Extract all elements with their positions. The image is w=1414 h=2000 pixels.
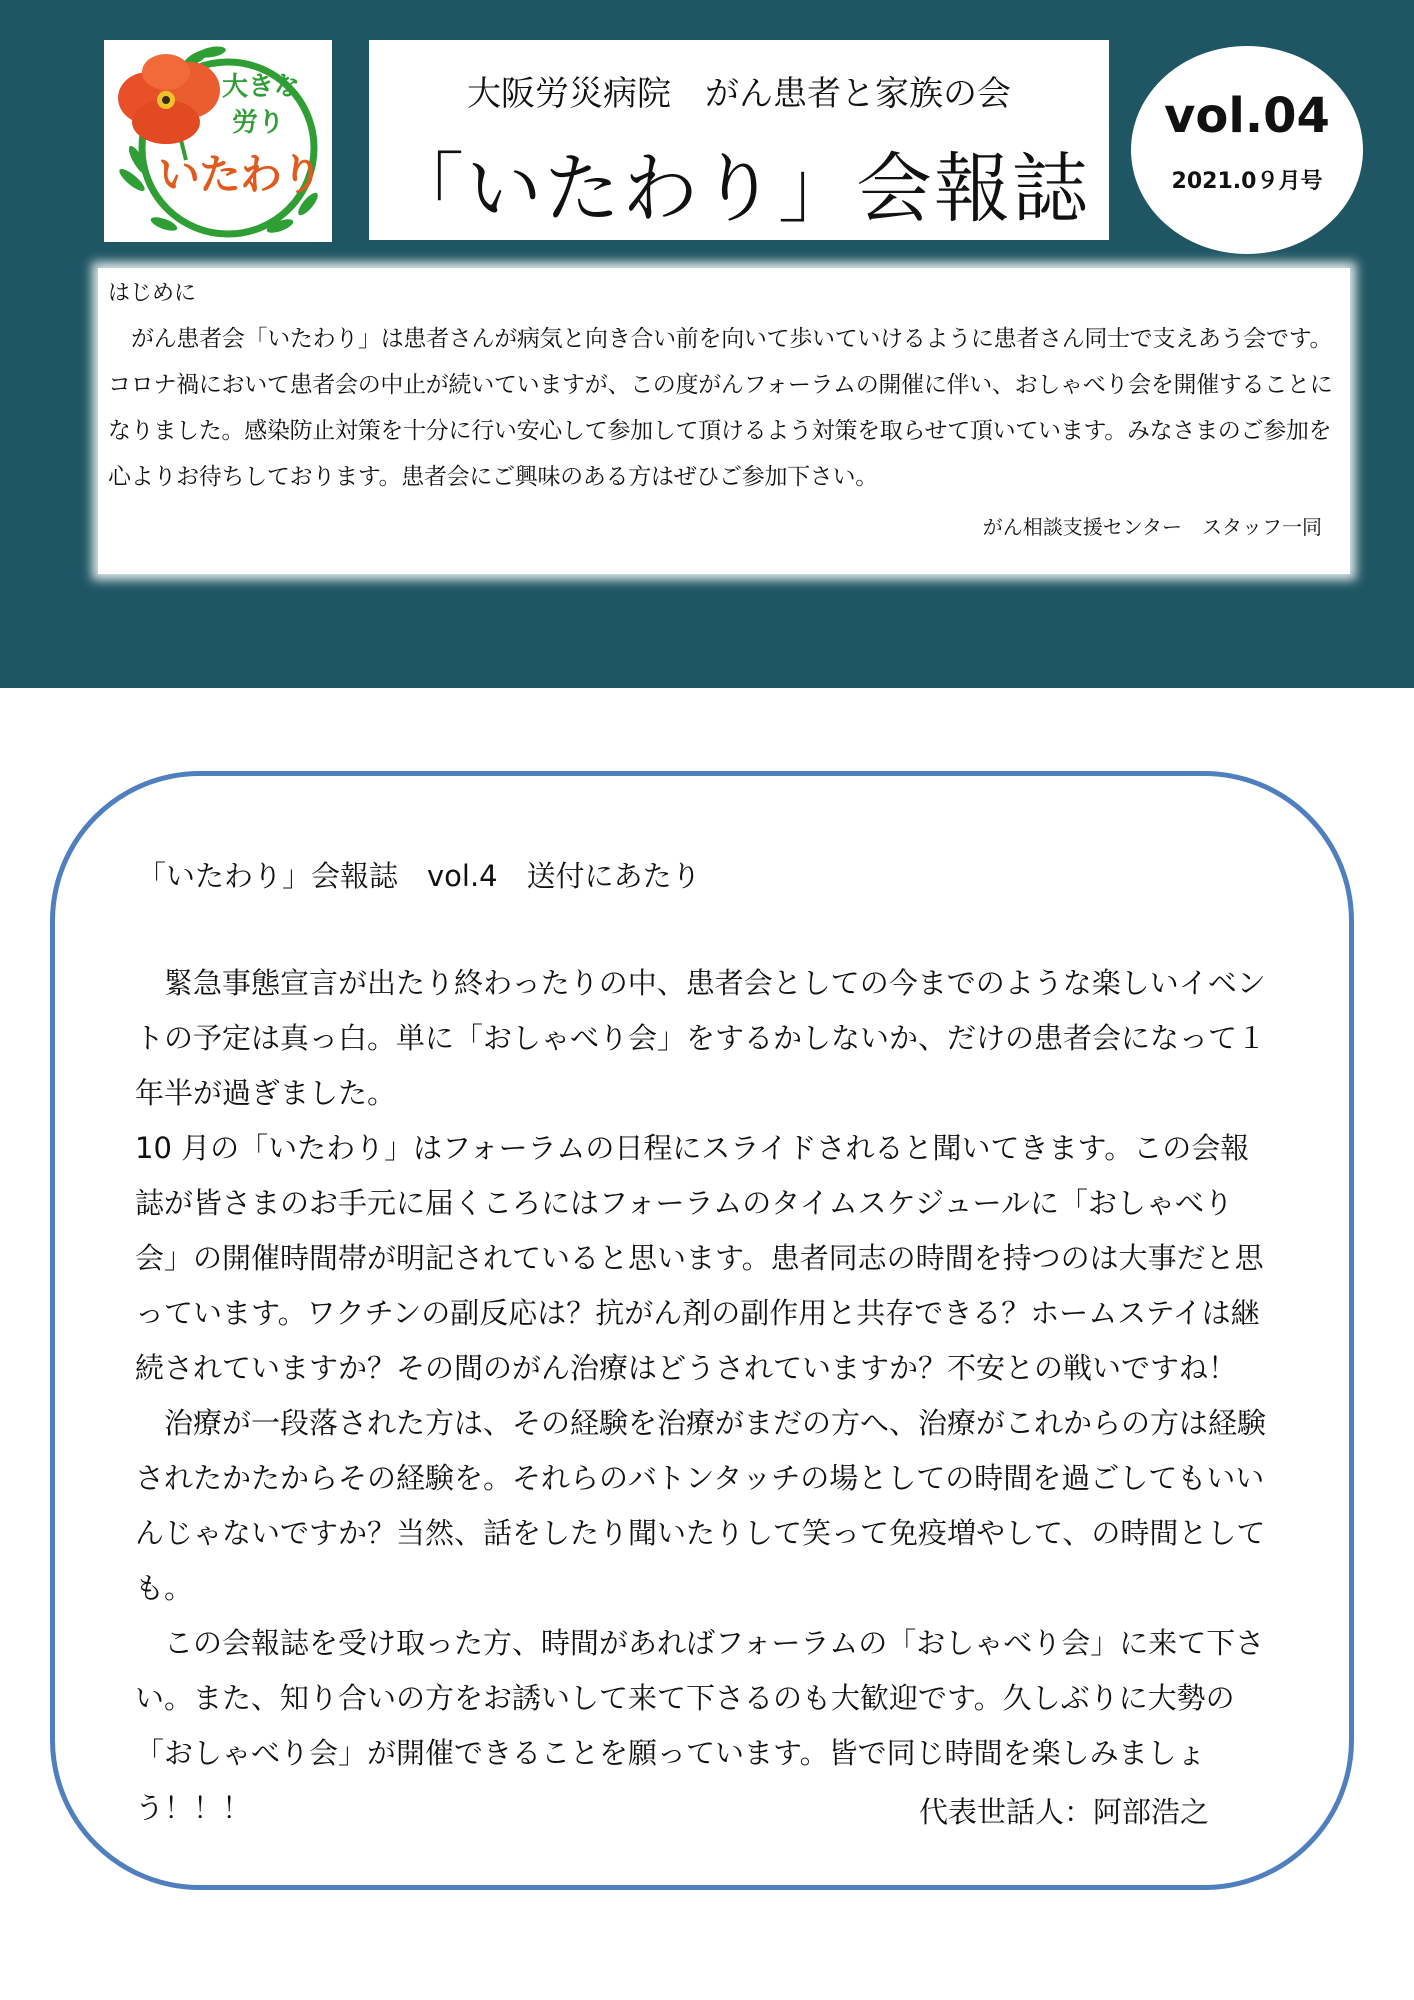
- letter-paragraph: 10 月の「いたわり」はフォーラムの日程にスライドされると聞いてきます。この会報誌が皆さまのお手元に届くころにはフォーラムのタイムスケジュールに「おしゃべり会」の開催時間帯が明記されていると思います。患者同志の時間を持つのは大事だと思っています。ワクチンの副反応は？抗がん剤の副作用と共存できる？ホームステイは継続されていますか？その間のがん治療はどうされていますか？不安との戦いですね！: [135, 1131, 1264, 1385]
- letter-box: [50, 771, 1354, 1890]
- logo-text-itawari: いたわり: [158, 150, 323, 199]
- letter-paragraph: 治療が一段落された方は、その経験を治療がまだの方へ、治療がこれからの方は経験されたかたからその経験を。それらのバトンタッチの場としての時間を過ごしてもいいんじゃないですか？当然、話をしたり聞いたりして笑って免疫増やして、の時間としても。: [135, 1406, 1267, 1605]
- letter-paragraph: 緊急事態宣言が出たり終わったりの中、患者会としての今までのような楽しいイベントの予定は真っ白。単に「おしゃべり会」をするかしないか、だけの患者会になって１年半が過ぎました。: [135, 966, 1267, 1110]
- intro-box: [98, 268, 1350, 574]
- intro-paragraph: がん患者会「いたわり」は患者さんが病気と向き合い前を向いて歩いていけるように患者さん同士で支えあう会です。コロナ禍において患者会の中止が続いていますが、この度がんフォーラムの開催に伴い、おしゃべり会を開催することになりました。感染防止対策を十分に行い安心して参加して頂けるよう対策を取らせて頂いています。みなさまのご参加を心よりお待ちしております。患者会にご興味のある方はぜひご参加下さい。: [108, 326, 1333, 490]
- logo-text-itawari-kanji: 労り: [232, 108, 285, 138]
- volume-number: vol.04: [1164, 88, 1330, 144]
- letter-paragraph: この会報誌を受け取った方、時間があればフォーラムの「おしゃべり会」に来て下さい。また、知り合いの方をお誘いして来て下さるのも大歓迎です。久しぶりに大勢の「おしゃべり会」が開催できることを願っています。皆で同じ時間を楽しみましょう！！！: [135, 1626, 1265, 1825]
- letter-body: [135, 956, 1275, 1836]
- title-box: [369, 40, 1109, 240]
- intro-heading: はじめに: [108, 281, 197, 306]
- logo-text-ookina: 大きな: [222, 72, 301, 102]
- intro-signature: がん相談支援センター スタッフ一同: [982, 515, 1322, 539]
- volume-badge: [1131, 46, 1363, 254]
- issue-date: 2021.0９月号: [1171, 169, 1323, 194]
- logo: [104, 40, 332, 242]
- newsletter-title: 「いたわり」会報誌: [388, 144, 1090, 233]
- organization-subtitle: 大阪労災病院 がん患者と家族の会: [467, 74, 1011, 114]
- letter-title: 「いたわり」会報誌 vol.4 送付にあたり: [137, 859, 701, 893]
- header-band: [0, 0, 1414, 688]
- letter-signature: 代表世話人：阿部浩之: [918, 1795, 1209, 1829]
- poppy-flower-icon: [118, 54, 220, 144]
